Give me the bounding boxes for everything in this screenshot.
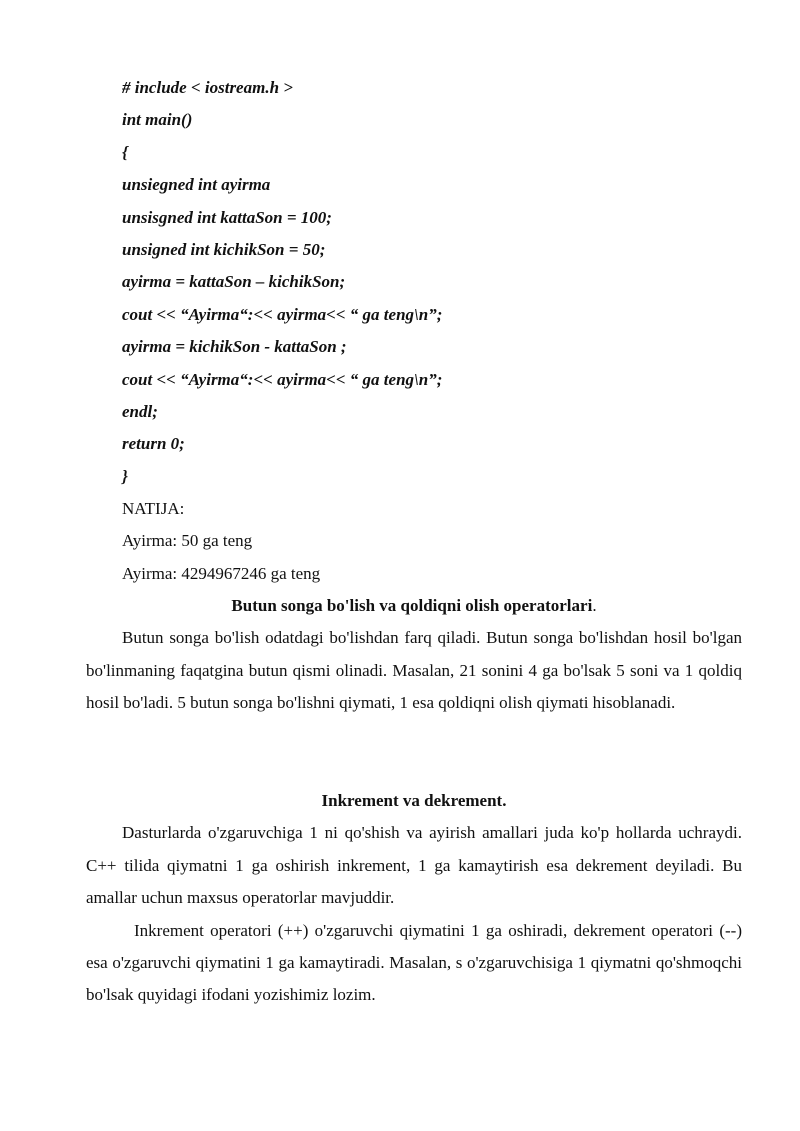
- code-line-cout-1: cout << “Ayirma“:<< ayirma<< “ ga teng\n”;: [122, 304, 443, 324]
- output-line-2: Ayirma: 4294967246 ga teng: [122, 563, 321, 583]
- heading-text: Butun songa bo'lish va qoldiqni olish operatorlari: [231, 596, 593, 615]
- code-line-subtract-2: ayirma = kichikSon - kattaSon ;: [122, 337, 347, 357]
- section-integer-division: [86, 590, 742, 720]
- code-line-declare-kichikson: unsigned int kichikSon = 50;: [122, 239, 326, 259]
- paragraph-increment-operators: Inkrement operatori (++) o'zgaruvchi qiymatini 1 ga oshiradi, dekrement operatori (--) esa o'zgaruvchi qiymatini 1 ga kamaytiradi. Masalan, s o'zgaruvchisiga 1 qiymatni qo'shmoqchi bo'lsak quyidagi ifodani yozishimiz lozim.: [86, 920, 742, 1005]
- output-line-1: Ayirma: 50 ga teng: [122, 531, 253, 551]
- program-output: [122, 493, 742, 590]
- code-line-close-brace: }: [122, 466, 128, 486]
- code-line-subtract-1: ayirma = kattaSon – kichikSon;: [122, 272, 346, 292]
- code-line-declare-kattason: unsisgned int kattaSon = 100;: [122, 207, 332, 227]
- heading-period: .: [592, 596, 597, 615]
- output-label: NATIJA:: [122, 499, 185, 518]
- code-line-main: int main(): [122, 110, 193, 130]
- paragraph-integer-division: Butun songa bo'lish odatdagi bo'lishdan farq qiladi. Butun songa bo'lishdan hosil bo'lgan bo'linmaning faqatgina butun qismi olinadi. Masalan, 21 sonini 4 ga bo'lsak 5 soni va 1 qoldiq hosil bo'ladi. 5 butun songa bo'lishni qiymati, 1 esa qoldiqni olish qiymati hisoblanadi.: [86, 628, 742, 713]
- code-line-endl: endl;: [122, 401, 158, 421]
- code-line-open-brace: {: [122, 142, 128, 162]
- code-listing: [122, 72, 742, 493]
- section-heading-increment-decrement: Inkrement va dekrement.: [321, 791, 507, 810]
- section-heading-integer-division: [86, 590, 742, 622]
- code-line-declare-ayirma: unsiegned int ayirma: [122, 175, 271, 195]
- code-line-include: # include < iostream.h >: [122, 78, 293, 97]
- paragraph-increment-intro: Dasturlarda o'zgaruvchiga 1 ni qo'shish va ayirish amallari juda ko'p hollarda uchraydi. C++ tilida qiymatni 1 ga oshirish inkrement, 1 ga kamaytirish esa dekrement deyiladi. Bu amallar uchun maxsus operatorlar mavjuddir.: [86, 823, 742, 908]
- code-line-return: return 0;: [122, 434, 185, 454]
- section-increment-decrement: [86, 785, 742, 1012]
- code-line-cout-2: cout << “Ayirma“:<< ayirma<< “ ga teng\n”;: [122, 369, 443, 389]
